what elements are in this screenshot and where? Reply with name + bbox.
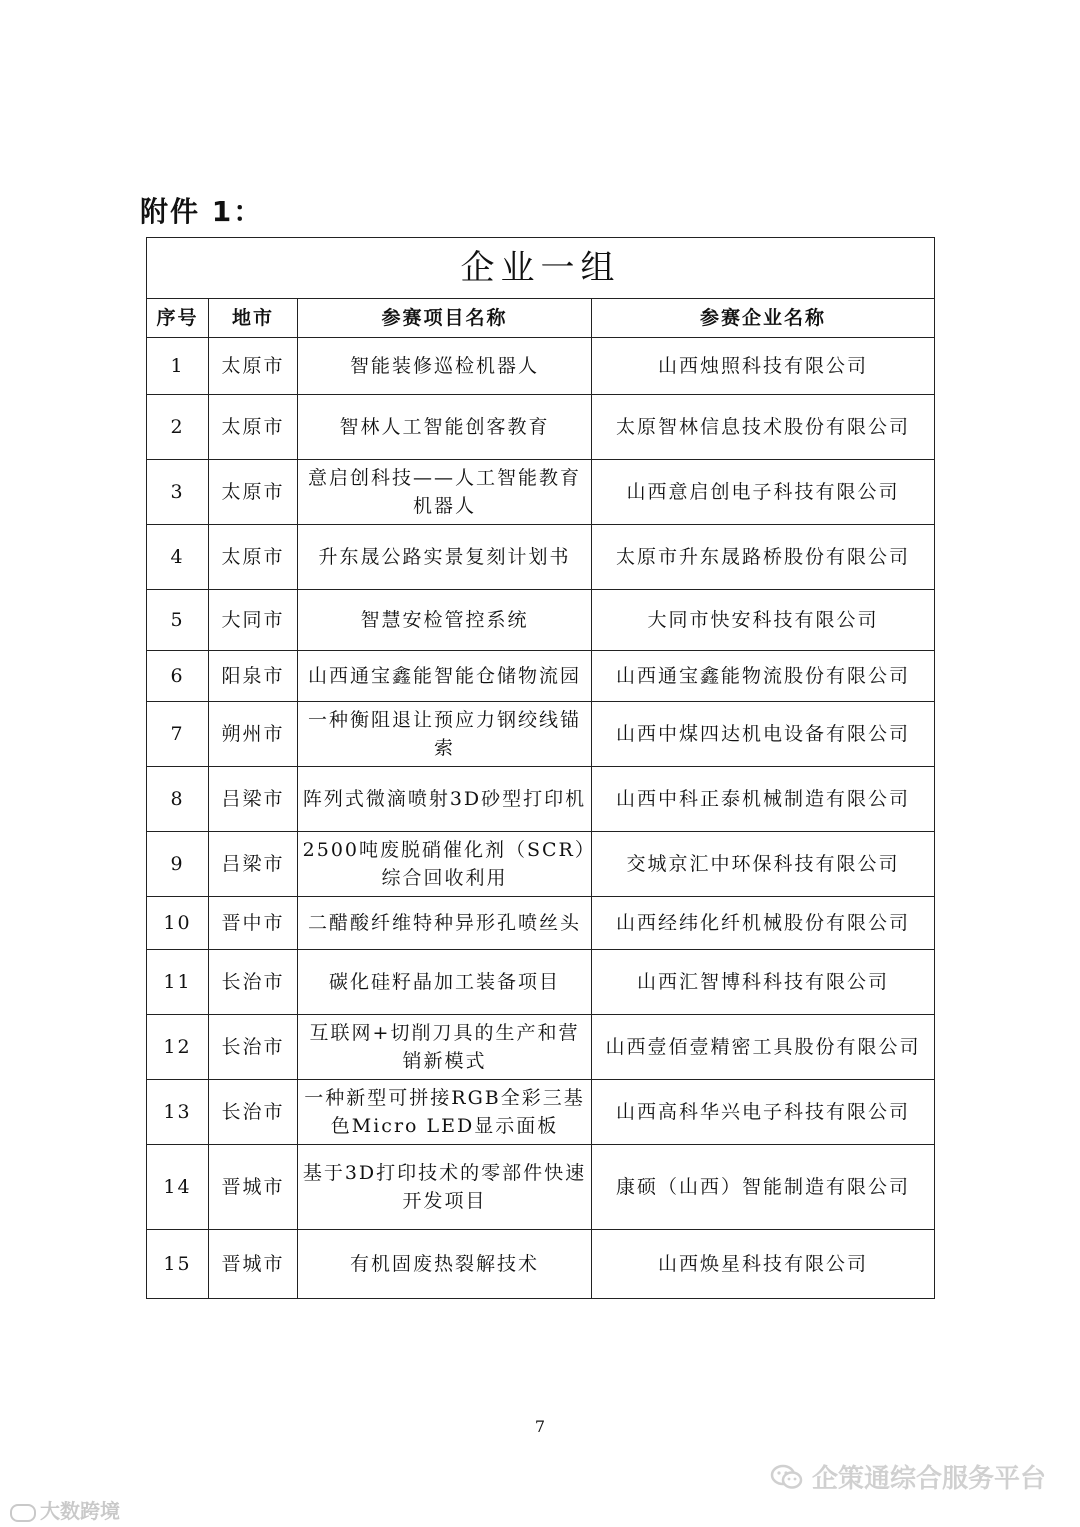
row-project: 山西通宝鑫能智能仓储物流园 [298,651,592,702]
row-number: 15 [147,1230,209,1299]
row-project: 互联网+切削刀具的生产和营销新模式 [298,1015,592,1080]
page-number: 7 [534,1417,546,1436]
table-row [147,832,935,897]
table-row [147,651,935,702]
row-number: 13 [147,1080,209,1145]
row-number: 10 [147,897,209,950]
award-table [146,237,935,1299]
table-row [147,1230,935,1299]
watermark-left-text: 大数跨境 [40,1499,120,1523]
table-row [147,897,935,950]
row-number: 1 [147,338,209,395]
row-city: 吕梁市 [209,767,298,832]
watermark-right-text: 企策通综合服务平台 [811,1464,1046,1494]
wechat-icon [770,1463,804,1491]
row-city: 大同市 [209,590,298,651]
row-company: 山西经纬化纤机械股份有限公司 [592,897,935,950]
row-project: 升东晟公路实景复刻计划书 [298,525,592,590]
row-company: 山西汇智博科科技有限公司 [592,950,935,1015]
table-row [147,525,935,590]
table-row [147,950,935,1015]
row-number: 4 [147,525,209,590]
row-number: 7 [147,702,209,767]
row-project: 智林人工智能创客教育 [298,395,592,460]
row-company: 太原智林信息技术股份有限公司 [592,395,935,460]
row-city: 晋城市 [209,1145,298,1230]
brand-logo-icon [10,1504,36,1522]
row-company: 山西中煤四达机电设备有限公司 [592,702,935,767]
row-city: 长治市 [209,1080,298,1145]
column-header-no: 序号 [147,299,209,338]
row-city: 阳泉市 [209,651,298,702]
row-project: 一种新型可拼接RGB全彩三基色Micro LED显示面板 [298,1080,592,1145]
column-header-company: 参赛企业名称 [592,299,935,338]
row-company: 大同市快安科技有限公司 [592,590,935,651]
row-city: 长治市 [209,950,298,1015]
row-city: 晋中市 [209,897,298,950]
row-project: 碳化硅籽晶加工装备项目 [298,950,592,1015]
row-city: 吕梁市 [209,832,298,897]
table-row [147,702,935,767]
row-company: 山西焕星科技有限公司 [592,1230,935,1299]
row-project: 二醋酸纤维特种异形孔喷丝头 [298,897,592,950]
row-project: 基于3D打印技术的零部件快速开发项目 [298,1145,592,1230]
row-number: 3 [147,460,209,525]
row-company: 山西高科华兴电子科技有限公司 [592,1080,935,1145]
row-company: 山西壹佰壹精密工具股份有限公司 [592,1015,935,1080]
row-number: 2 [147,395,209,460]
row-company: 康硕（山西）智能制造有限公司 [592,1145,935,1230]
row-project: 意启创科技——人工智能教育机器人 [298,460,592,525]
table-row [147,338,935,395]
row-company: 山西通宝鑫能物流股份有限公司 [592,651,935,702]
row-project: 智能装修巡检机器人 [298,338,592,395]
row-project: 有机固废热裂解技术 [298,1230,592,1299]
row-company: 山西中科正泰机械制造有限公司 [592,767,935,832]
row-company: 太原市升东晟路桥股份有限公司 [592,525,935,590]
row-company: 交城京汇中环保科技有限公司 [592,832,935,897]
table-row [147,460,935,525]
table-row [147,1145,935,1230]
watermark-left [10,1495,120,1524]
row-number: 5 [147,590,209,651]
row-number: 6 [147,651,209,702]
row-company: 山西烛照科技有限公司 [592,338,935,395]
row-project: 阵列式微滴喷射3D砂型打印机 [298,767,592,832]
row-company: 山西意启创电子科技有限公司 [592,460,935,525]
row-city: 朔州市 [209,702,298,767]
row-project: 一种衡阻退让预应力钢绞线锚索 [298,702,592,767]
row-project: 2500吨废脱硝催化剂（SCR）综合回收利用 [298,832,592,897]
watermark-right [770,1458,1046,1495]
table-row [147,1015,935,1080]
row-city: 晋城市 [209,1230,298,1299]
row-city: 太原市 [209,395,298,460]
row-number: 11 [147,950,209,1015]
column-header-project: 参赛项目名称 [298,299,592,338]
table-row [147,395,935,460]
row-city: 太原市 [209,460,298,525]
attachment-label: 附件 1： [140,195,264,228]
group-title: 企业一组 [147,238,935,299]
row-city: 太原市 [209,338,298,395]
row-city: 长治市 [209,1015,298,1080]
table-row [147,590,935,651]
row-number: 9 [147,832,209,897]
row-number: 12 [147,1015,209,1080]
column-header-city: 地市 [209,299,298,338]
row-number: 8 [147,767,209,832]
row-city: 太原市 [209,525,298,590]
row-number: 14 [147,1145,209,1230]
table-row [147,767,935,832]
table-row [147,1080,935,1145]
row-project: 智慧安检管控系统 [298,590,592,651]
